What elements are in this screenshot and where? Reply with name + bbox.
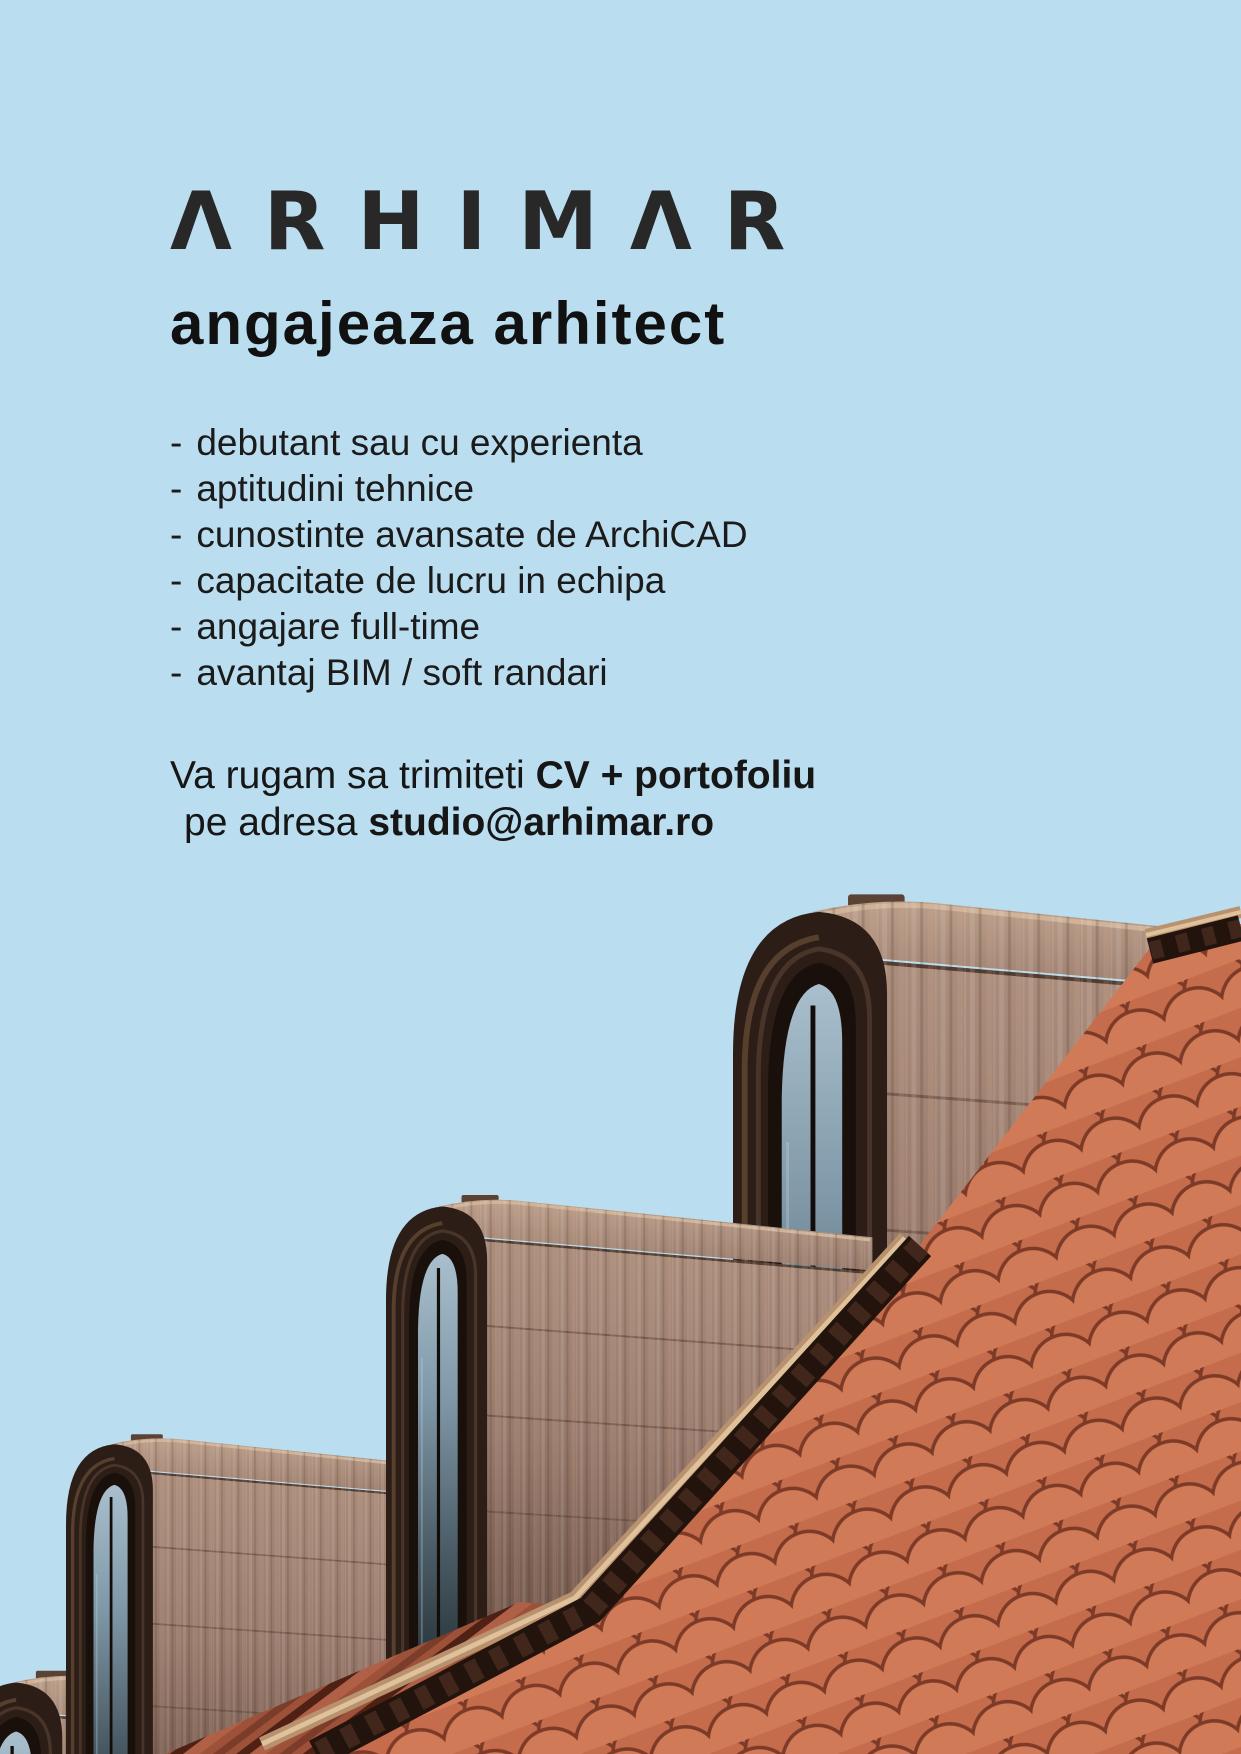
- contact-line1-text: Va rugam sa trimiteti: [170, 754, 536, 797]
- contact-line1-bold: CV + portofoliu: [535, 754, 817, 797]
- contact-line2-text: pe adresa: [184, 801, 369, 844]
- bullet-dash: -: [170, 468, 183, 509]
- list-item: [170, 604, 1070, 650]
- poster-text-block: [170, 175, 1070, 846]
- list-item-text: capacitate de lucru in echipa: [196, 560, 666, 601]
- poster-headline: angajeaza arhitect: [170, 290, 727, 357]
- bullet-dash: -: [170, 652, 183, 693]
- arhimar-logo: ΛRHIMΛR: [170, 175, 818, 268]
- bullet-dash: -: [170, 606, 183, 647]
- list-item: [170, 558, 1070, 604]
- list-item-text: debutant sau cu experienta: [196, 422, 643, 463]
- bullet-dash: -: [170, 422, 183, 463]
- bullet-dash: -: [170, 514, 183, 555]
- list-item: [170, 466, 1070, 512]
- list-item: [170, 650, 1070, 696]
- list-item-text: angajare full-time: [196, 606, 481, 647]
- list-item: [170, 420, 1070, 466]
- list-item-text: cunostinte avansate de ArchiCAD: [196, 514, 748, 555]
- requirements-list: [170, 420, 1070, 696]
- contact-email: studio@arhimar.ro: [368, 801, 715, 844]
- list-item: [170, 512, 1070, 558]
- list-item-text: aptitudini tehnice: [196, 468, 475, 509]
- list-item-text: avantaj BIM / soft randari: [196, 652, 608, 693]
- roof-photo: [0, 780, 1241, 1754]
- bullet-dash: -: [170, 560, 183, 601]
